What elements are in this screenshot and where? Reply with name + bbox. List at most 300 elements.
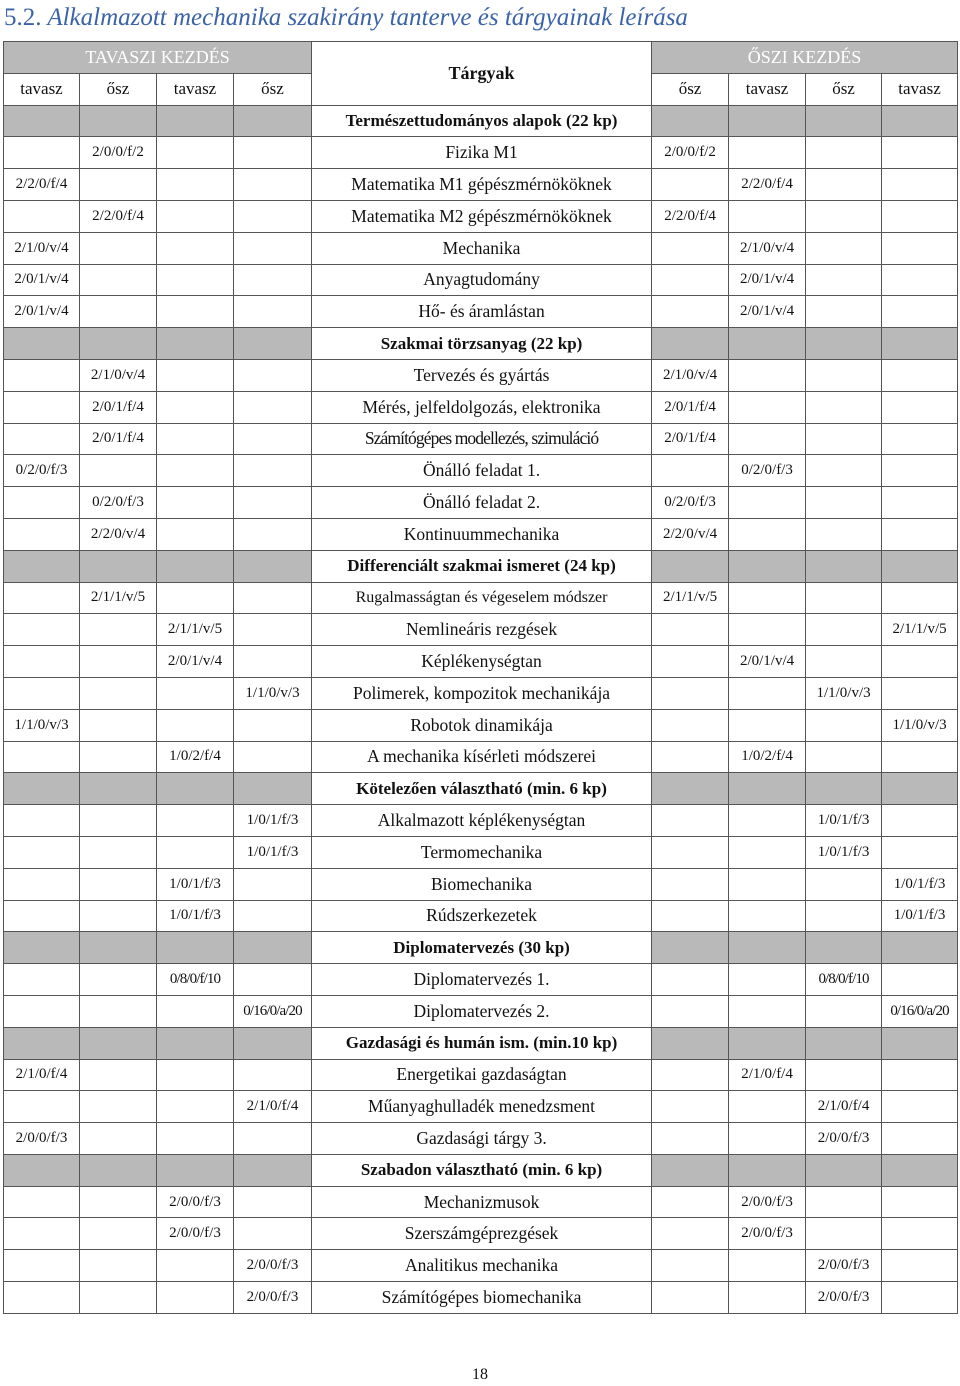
right-semester-code [806, 995, 882, 1027]
table-row [4, 232, 958, 264]
right-semester-code [882, 359, 958, 391]
right-semester-code [882, 169, 958, 201]
left-semester-code [157, 232, 234, 264]
left-semester-code [80, 836, 157, 868]
right-semester-code [729, 1123, 806, 1155]
right-semester-code [806, 232, 882, 264]
left-semester-code [234, 1123, 312, 1155]
left-semester-code [157, 296, 234, 328]
right-semester-code [652, 995, 729, 1027]
empty-cell [882, 105, 958, 137]
left-semester-code [234, 964, 312, 996]
right-semester-code [652, 1091, 729, 1123]
table-row [4, 296, 958, 328]
left-semester-code [157, 423, 234, 455]
section-row [4, 773, 958, 805]
empty-cell [806, 328, 882, 360]
right-semester-code [652, 868, 729, 900]
left-semester-code [234, 614, 312, 646]
right-semester-code [652, 1250, 729, 1282]
right-semester-code [652, 455, 729, 487]
right-semester-code [882, 1218, 958, 1250]
subject-name: Kontinuummechanika [312, 518, 652, 550]
left-semester-code [4, 582, 80, 614]
subject-name: Műanyaghulladék menedzsment [312, 1091, 652, 1123]
right-semester-code [729, 709, 806, 741]
right-semester-code: 2/0/1/f/4 [652, 423, 729, 455]
left-semester-code [4, 359, 80, 391]
right-semester-code [729, 391, 806, 423]
right-semester-code [652, 709, 729, 741]
right-semester-code: 2/1/0/v/4 [729, 232, 806, 264]
right-semester-code [882, 1059, 958, 1091]
section-row [4, 1027, 958, 1059]
left-semester-code [157, 1123, 234, 1155]
right-semester-code [652, 1059, 729, 1091]
left-semester-code [157, 836, 234, 868]
empty-cell [882, 550, 958, 582]
empty-cell [80, 1154, 157, 1186]
right-semester-code [882, 646, 958, 678]
left-semester-code: 2/0/0/f/3 [157, 1218, 234, 1250]
right-semester-code: 2/0/0/f/3 [729, 1186, 806, 1218]
right-semester-code [729, 614, 806, 646]
right-semester-code [652, 169, 729, 201]
right-semester-code [806, 296, 882, 328]
left-semester-code [4, 518, 80, 550]
left-semester-code [234, 296, 312, 328]
empty-cell [4, 328, 80, 360]
right-semester-code: 2/1/0/v/4 [652, 359, 729, 391]
left-semester-code [80, 709, 157, 741]
left-semester-code [234, 1059, 312, 1091]
right-semester-code [882, 487, 958, 519]
left-semester-code [80, 900, 157, 932]
subject-name: Tervezés és gyártás [312, 359, 652, 391]
semester-header: ősz [80, 73, 157, 105]
left-semester-code [4, 836, 80, 868]
left-semester-code [157, 137, 234, 169]
section-row [4, 328, 958, 360]
left-semester-code [157, 518, 234, 550]
section-row [4, 105, 958, 137]
semester-header: ősz [234, 73, 312, 105]
empty-cell [4, 105, 80, 137]
section-row [4, 1154, 958, 1186]
empty-cell [4, 773, 80, 805]
empty-cell [80, 1027, 157, 1059]
table-row [4, 677, 958, 709]
right-semester-code [882, 200, 958, 232]
section-row [4, 932, 958, 964]
right-semester-code: 0/8/0/f/10 [806, 964, 882, 996]
empty-cell [80, 773, 157, 805]
table-row [4, 1123, 958, 1155]
left-semester-code: 2/0/1/v/4 [4, 296, 80, 328]
right-semester-code [729, 964, 806, 996]
left-semester-code [80, 1186, 157, 1218]
empty-cell [157, 773, 234, 805]
left-semester-code [157, 709, 234, 741]
right-semester-code: 2/0/1/v/4 [729, 264, 806, 296]
right-semester-code: 2/0/0/f/3 [806, 1123, 882, 1155]
empty-cell [729, 105, 806, 137]
right-semester-code [806, 646, 882, 678]
right-semester-code [652, 1218, 729, 1250]
right-semester-code [729, 868, 806, 900]
subject-name: Önálló feladat 1. [312, 455, 652, 487]
empty-cell [4, 932, 80, 964]
section-label: Szakmai törzsanyag (22 kp) [312, 328, 652, 360]
left-semester-code: 2/0/0/f/3 [234, 1282, 312, 1314]
right-semester-code: 2/0/1/f/4 [652, 391, 729, 423]
right-semester-code [882, 1282, 958, 1314]
table-row [4, 614, 958, 646]
table-row [4, 1250, 958, 1282]
left-semester-code: 1/1/0/v/3 [234, 677, 312, 709]
left-semester-code: 2/0/0/f/2 [80, 137, 157, 169]
section-label: Diplomatervezés (30 kp) [312, 932, 652, 964]
right-semester-code: 1/0/1/f/3 [806, 805, 882, 837]
left-semester-code [157, 995, 234, 1027]
table-row [4, 582, 958, 614]
empty-cell [157, 1027, 234, 1059]
section-label: Szabadon választható (min. 6 kp) [312, 1154, 652, 1186]
empty-cell [882, 1154, 958, 1186]
left-semester-code [80, 868, 157, 900]
right-semester-code [806, 614, 882, 646]
table-row [4, 646, 958, 678]
empty-cell [234, 550, 312, 582]
right-semester-code [806, 200, 882, 232]
left-semester-code [4, 995, 80, 1027]
empty-cell [157, 328, 234, 360]
right-semester-code: 0/16/0/a/20 [882, 995, 958, 1027]
right-semester-code [882, 677, 958, 709]
right-semester-code [806, 455, 882, 487]
title-number: 5.2. [4, 4, 42, 31]
left-semester-code: 2/1/0/v/4 [4, 232, 80, 264]
right-semester-code: 1/1/0/v/3 [882, 709, 958, 741]
right-semester-code: 1/0/1/f/3 [882, 900, 958, 932]
empty-cell [729, 773, 806, 805]
empty-cell [157, 105, 234, 137]
right-semester-code [729, 836, 806, 868]
empty-cell [729, 550, 806, 582]
left-semester-code [4, 423, 80, 455]
left-semester-code [157, 487, 234, 519]
left-semester-code [234, 137, 312, 169]
empty-cell [4, 1154, 80, 1186]
empty-cell [806, 105, 882, 137]
subject-name: Matematika M2 gépészmérnököknek [312, 200, 652, 232]
empty-cell [882, 1027, 958, 1059]
left-semester-code [80, 741, 157, 773]
subject-name: Analitikus mechanika [312, 1250, 652, 1282]
empty-cell [157, 1154, 234, 1186]
right-semester-code: 2/2/0/f/4 [652, 200, 729, 232]
left-semester-code [234, 1186, 312, 1218]
empty-cell [806, 932, 882, 964]
right-semester-code [882, 582, 958, 614]
empty-cell [806, 1154, 882, 1186]
table-row [4, 423, 958, 455]
subject-name: Mérés, jelfeldolgozás, elektronika [312, 391, 652, 423]
subject-name: Hő- és áramlástan [312, 296, 652, 328]
right-semester-code [882, 964, 958, 996]
left-semester-code: 0/8/0/f/10 [157, 964, 234, 996]
subject-name: Polimerek, kompozitok mechanikája [312, 677, 652, 709]
empty-cell [882, 932, 958, 964]
empty-cell [729, 932, 806, 964]
left-semester-code [4, 391, 80, 423]
right-semester-code [729, 359, 806, 391]
subject-name: Számítógépes modellezés, szimuláció [312, 423, 652, 455]
left-semester-code [80, 1059, 157, 1091]
right-semester-code: 2/0/1/v/4 [729, 646, 806, 678]
title-text: Alkalmazott mechanika szakirány tanterve és tárgyainak leírása [47, 4, 688, 31]
table-row [4, 359, 958, 391]
subject-name: Biomechanika [312, 868, 652, 900]
empty-cell [80, 328, 157, 360]
right-semester-code [806, 868, 882, 900]
left-semester-code [4, 868, 80, 900]
right-semester-code: 2/0/0/f/2 [652, 137, 729, 169]
right-semester-code [882, 1250, 958, 1282]
right-semester-code: 2/0/0/f/3 [806, 1250, 882, 1282]
right-semester-code [806, 359, 882, 391]
left-semester-code [4, 614, 80, 646]
table-row [4, 805, 958, 837]
left-semester-code [4, 646, 80, 678]
right-semester-code [882, 232, 958, 264]
table-row [4, 200, 958, 232]
left-semester-code [234, 646, 312, 678]
left-semester-code [80, 1123, 157, 1155]
section-label: Kötelezően választható (min. 6 kp) [312, 773, 652, 805]
empty-cell [652, 1154, 729, 1186]
table-row [4, 391, 958, 423]
semester-header: ősz [806, 73, 882, 105]
right-semester-code [806, 1218, 882, 1250]
empty-cell [652, 105, 729, 137]
left-semester-code: 2/0/0/f/3 [234, 1250, 312, 1282]
empty-cell [234, 328, 312, 360]
right-semester-code [882, 836, 958, 868]
left-semester-code [80, 614, 157, 646]
empty-cell [652, 328, 729, 360]
empty-cell [652, 1027, 729, 1059]
table-row [4, 995, 958, 1027]
right-semester-code [729, 137, 806, 169]
spring-start-header: TAVASZI KEZDÉS [4, 42, 312, 74]
left-semester-code [234, 487, 312, 519]
left-semester-code [157, 264, 234, 296]
left-semester-code: 2/0/1/v/4 [4, 264, 80, 296]
left-semester-code: 2/2/0/f/4 [4, 169, 80, 201]
right-semester-code [729, 487, 806, 519]
left-semester-code [4, 1091, 80, 1123]
right-semester-code: 2/1/0/f/4 [806, 1091, 882, 1123]
left-semester-code [234, 709, 312, 741]
right-semester-code [806, 518, 882, 550]
left-semester-code [157, 1059, 234, 1091]
left-semester-code [234, 518, 312, 550]
table-row [4, 487, 958, 519]
left-semester-code: 2/0/1/f/4 [80, 423, 157, 455]
empty-cell [729, 328, 806, 360]
right-semester-code [729, 805, 806, 837]
right-semester-code [806, 582, 882, 614]
page-number: 18 [472, 1366, 488, 1383]
subject-name: Diplomatervezés 1. [312, 964, 652, 996]
empty-cell [234, 1154, 312, 1186]
right-semester-code [806, 487, 882, 519]
left-semester-code [234, 868, 312, 900]
right-semester-code [729, 995, 806, 1027]
empty-cell [80, 105, 157, 137]
left-semester-code [234, 1218, 312, 1250]
table-row [4, 741, 958, 773]
left-semester-code [157, 169, 234, 201]
empty-cell [729, 1027, 806, 1059]
right-semester-code: 1/1/0/v/3 [806, 677, 882, 709]
right-semester-code: 2/1/1/v/5 [652, 582, 729, 614]
right-semester-code [729, 1250, 806, 1282]
empty-cell [806, 1027, 882, 1059]
subject-name: Mechanika [312, 232, 652, 264]
table-row [4, 455, 958, 487]
page-title [4, 0, 688, 36]
section-label: Gazdasági és humán ism. (min.10 kp) [312, 1027, 652, 1059]
left-semester-code: 0/2/0/f/3 [4, 455, 80, 487]
left-semester-code [4, 200, 80, 232]
left-semester-code [80, 232, 157, 264]
subject-name: Anyagtudomány [312, 264, 652, 296]
subject-name: Robotok dinamikája [312, 709, 652, 741]
right-semester-code: 2/2/0/f/4 [729, 169, 806, 201]
left-semester-code: 0/2/0/f/3 [80, 487, 157, 519]
right-semester-code [806, 169, 882, 201]
empty-cell [234, 773, 312, 805]
empty-cell [80, 932, 157, 964]
left-semester-code: 2/1/0/f/4 [234, 1091, 312, 1123]
empty-cell [157, 932, 234, 964]
right-semester-code: 2/1/0/f/4 [729, 1059, 806, 1091]
left-semester-code [234, 900, 312, 932]
left-semester-code [157, 805, 234, 837]
left-semester-code [80, 1091, 157, 1123]
subject-name: Matematika M1 gépészmérnököknek [312, 169, 652, 201]
right-semester-code [806, 741, 882, 773]
table-row [4, 169, 958, 201]
empty-cell [652, 773, 729, 805]
left-semester-code [234, 200, 312, 232]
left-semester-code: 1/0/2/f/4 [157, 741, 234, 773]
right-semester-code [652, 232, 729, 264]
subject-name: Rúdszerkezetek [312, 900, 652, 932]
right-semester-code [652, 264, 729, 296]
table-body [4, 105, 958, 1313]
right-semester-code: 0/2/0/f/3 [729, 455, 806, 487]
right-semester-code [806, 423, 882, 455]
left-semester-code [234, 169, 312, 201]
right-semester-code [652, 677, 729, 709]
right-semester-code [729, 900, 806, 932]
right-semester-code [652, 614, 729, 646]
subject-name: Diplomatervezés 2. [312, 995, 652, 1027]
empty-cell [882, 328, 958, 360]
subject-name: Gazdasági tárgy 3. [312, 1123, 652, 1155]
left-semester-code: 2/0/1/v/4 [157, 646, 234, 678]
semester-header: ősz [652, 73, 729, 105]
left-semester-code [80, 1282, 157, 1314]
empty-cell [729, 1154, 806, 1186]
subject-name: Képlékenységtan [312, 646, 652, 678]
subject-name: Mechanizmusok [312, 1186, 652, 1218]
right-semester-code: 2/0/0/f/3 [729, 1218, 806, 1250]
right-semester-code [729, 677, 806, 709]
table-row [4, 964, 958, 996]
left-semester-code [157, 455, 234, 487]
subject-name: Rugalmasságtan és végeselem módszer [312, 582, 652, 614]
subject-name: Önálló feladat 2. [312, 487, 652, 519]
left-semester-code [4, 1186, 80, 1218]
autumn-start-header: ŐSZI KEZDÉS [652, 42, 958, 74]
right-semester-code [729, 582, 806, 614]
right-semester-code: 2/2/0/v/4 [652, 518, 729, 550]
right-semester-code [652, 741, 729, 773]
right-semester-code [729, 1282, 806, 1314]
left-semester-code [157, 677, 234, 709]
subject-name: Szerszámgéprezgések [312, 1218, 652, 1250]
right-semester-code: 1/0/1/f/3 [806, 836, 882, 868]
section-row [4, 550, 958, 582]
left-semester-code: 2/1/1/v/5 [157, 614, 234, 646]
left-semester-code [234, 455, 312, 487]
left-semester-code [80, 677, 157, 709]
empty-cell [4, 1027, 80, 1059]
left-semester-code [157, 582, 234, 614]
left-semester-code [4, 741, 80, 773]
left-semester-code [4, 677, 80, 709]
left-semester-code [80, 296, 157, 328]
empty-cell [234, 1027, 312, 1059]
empty-cell [80, 550, 157, 582]
left-semester-code [157, 359, 234, 391]
right-semester-code [652, 964, 729, 996]
right-semester-code [806, 391, 882, 423]
empty-cell [234, 105, 312, 137]
semester-header: tavasz [729, 73, 806, 105]
table-row [4, 518, 958, 550]
right-semester-code [806, 900, 882, 932]
right-semester-code [882, 741, 958, 773]
left-semester-code [80, 455, 157, 487]
left-semester-code [234, 423, 312, 455]
right-semester-code [882, 1091, 958, 1123]
left-semester-code [80, 1250, 157, 1282]
table-row [4, 836, 958, 868]
right-semester-code [729, 200, 806, 232]
left-semester-code [234, 582, 312, 614]
subject-name: A mechanika kísérleti módszerei [312, 741, 652, 773]
right-semester-code [882, 518, 958, 550]
left-semester-code: 1/0/1/f/3 [157, 900, 234, 932]
left-semester-code [80, 264, 157, 296]
right-semester-code [652, 646, 729, 678]
right-semester-code [652, 900, 729, 932]
